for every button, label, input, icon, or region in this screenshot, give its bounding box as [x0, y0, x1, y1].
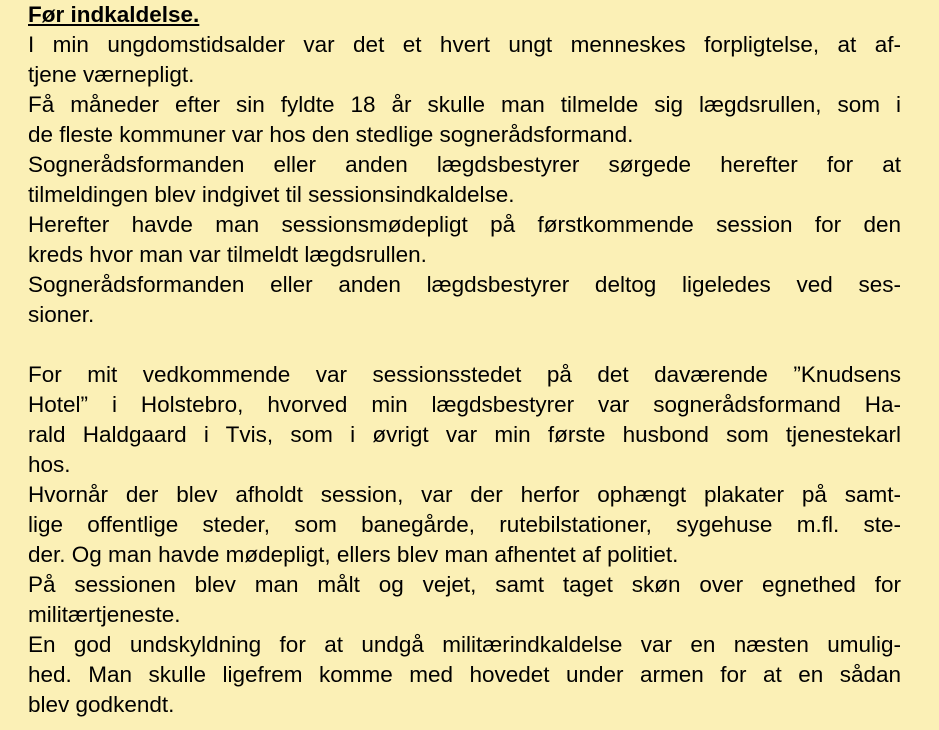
text-line: På sessionen blev man målt og vejet, samt taget skøn over egnethed for [28, 572, 901, 597]
text-line: En god undskyldning for at undgå militærindkaldelse var en næsten umulig- [28, 632, 901, 657]
text-line: Hvornår der blev afholdt session, var der herfor ophængt plakater på samt- [28, 482, 901, 507]
text-line: Sognerådsformanden eller anden lægdsbestyrer sørgede herefter for at [28, 152, 901, 177]
text-line: sioner. [28, 302, 95, 327]
paragraph-4 [28, 210, 901, 270]
paragraph-2 [28, 90, 901, 150]
text-line: lige offentlige steder, som banegårde, rutebilstationer, sygehuse m.fl. ste- [28, 512, 901, 537]
page-title: Før indkaldelse. [28, 2, 200, 27]
paragraph-9 [28, 630, 901, 720]
text-line: militærtjeneste. [28, 602, 181, 627]
paragraph-8 [28, 570, 901, 630]
text-line: Sognerådsformanden eller anden lægdsbestyrer deltog ligeledes ved ses- [28, 272, 901, 297]
text-line: I min ungdomstidsalder var det et hvert ungt menneskes forpligtelse, at af- [28, 32, 901, 57]
text-line: For mit vedkommende var sessionsstedet på det daværende ”Knudsens [28, 362, 901, 387]
paragraph-6 [28, 360, 901, 480]
text-line: hos. [28, 452, 71, 477]
text-line: blev godkendt. [28, 692, 175, 717]
paragraph-7 [28, 480, 901, 570]
paragraph-spacer [28, 330, 901, 360]
paragraph-1 [28, 30, 901, 90]
text-line: tilmeldingen blev indgivet til sessionsindkaldelse. [28, 182, 515, 207]
paragraph-3 [28, 150, 901, 210]
text-line: Herefter havde man sessionsmødepligt på førstkommende session for den [28, 212, 901, 237]
text-line: de fleste kommuner var hos den stedlige sognerådsformand. [28, 122, 634, 147]
text-line: der. Og man havde mødepligt, ellers blev man afhentet af politiet. [28, 542, 679, 567]
text-line: tjene værnepligt. [28, 62, 195, 87]
text-line: Hotel” i Holstebro, hvorved min lægdsbestyrer var sognerådsformand Ha- [28, 392, 901, 417]
paragraph-5 [28, 270, 901, 330]
text-line: Få måneder efter sin fyldte 18 år skulle man tilmelde sig lægdsrullen, som i [28, 92, 901, 117]
text-line: rald Haldgaard i Tvis, som i øvrigt var min første husbond som tjenestekarl [28, 422, 901, 447]
text-line: kreds hvor man var tilmeldt lægdsrullen. [28, 242, 427, 267]
text-line: hed. Man skulle ligefrem komme med hovedet under armen for at en sådan [28, 662, 901, 687]
